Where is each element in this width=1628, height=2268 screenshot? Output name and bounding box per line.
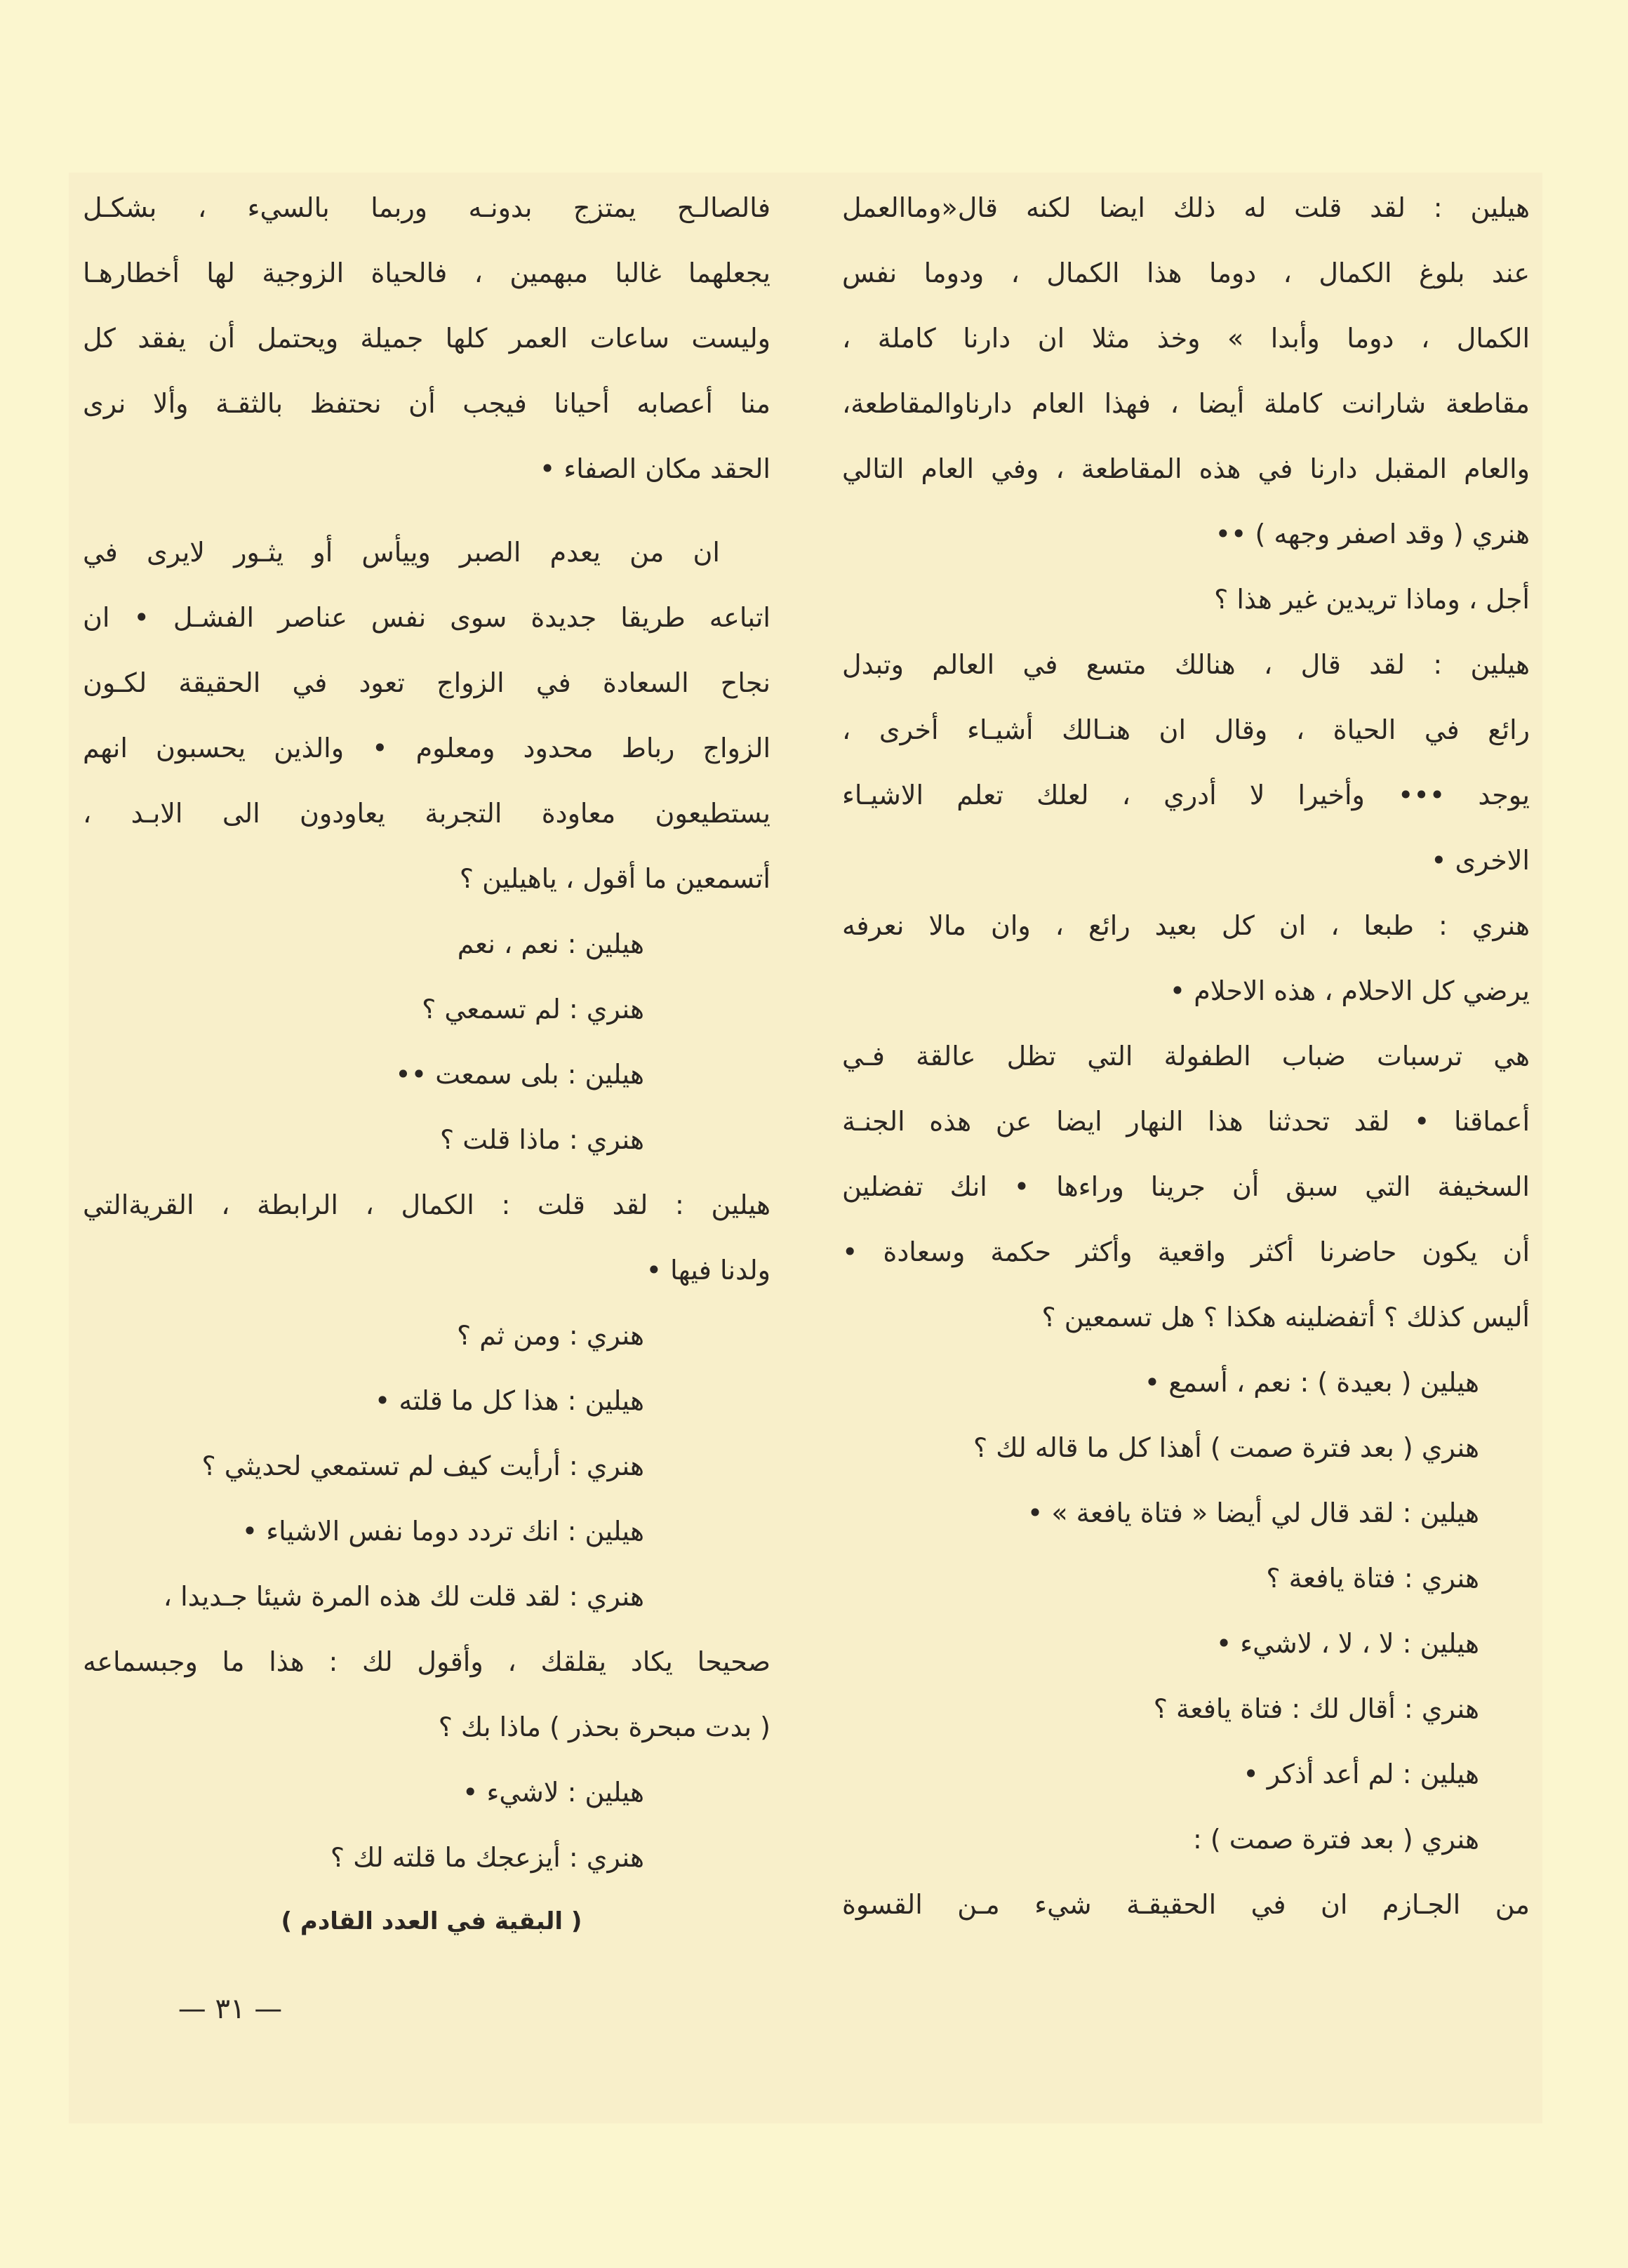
text-line: الزواج رباط محدود ومعلوم • والذين يحسبون انهم (83, 733, 770, 763)
text-line: هيلين : لقد قال ، هنالك متسع في العالم وتبدل (842, 649, 1530, 680)
text-line: والعام المقبل دارنا في هذه المقاطعة ، وفي العام التالي (842, 453, 1530, 484)
text-line: هيلين : هذا كل ما قلته • (374, 1385, 644, 1416)
text-line: مقاطعة شارانت كاملة أيضا ، فهذا العام دارناوالمقاطعة، (842, 388, 1530, 419)
text-line: ( بدت مبحرة بحذر ) ماذا بك ؟ (438, 1712, 770, 1742)
text-line: السخيفة التي سبق أن جرينا وراءها • انك تفضلين (842, 1171, 1530, 1202)
text-line: وليست ساعات العمر كلها جميلة ويحتمل أن يفقد كل (83, 323, 770, 354)
text-line: منا أعصابه أحيانا فيجب أن نحتفظ بالثقـة وألا نرى (83, 388, 770, 419)
text-line: هيلين : بلى سمعت •• (395, 1059, 644, 1090)
text-line: هيلين : انك تردد دوما نفس الاشياء • (241, 1516, 644, 1547)
text-line: هنري : لم تسمعي ؟ (422, 994, 644, 1025)
text-line: يجعلهما غالبا مبهمين ، فالحياة الزوجية لها أخطارهـا (83, 258, 770, 288)
text-line: من الجـازم ان في الحقيقـة شيء مـن القسوة (842, 1889, 1530, 1920)
text-line: هنري ( بعد فترة صمت ) أهذا كل ما قاله لك ؟ (973, 1432, 1479, 1463)
text-line: أجل ، وماذا تريدين غير هذا ؟ (1214, 584, 1530, 615)
text-line: يرضي كل الاحلام ، هذه الاحلام • (1169, 975, 1530, 1006)
text-line: يستطيعون معاودة التجربة يعاودون الى الابـد ، (83, 798, 770, 829)
text-line: الكمال ، دوما وأبدا » وخذ مثلا ان دارنا كاملة ، (842, 323, 1530, 354)
text-line: أن يكون حاضرنا أكثر واقعية وأكثر حكمة وسعادة • (842, 1236, 1530, 1267)
text-line: أعماقنا • لقد تحدثنا هذا النهار ايضا عن هذه الجنـة (842, 1106, 1530, 1137)
text-line: هنري : أرأيت كيف لم تستمعي لحديثي ؟ (201, 1450, 644, 1481)
text-line: هنري ( بعد فترة صمت ) : (1192, 1824, 1479, 1855)
text-line: الاخرى • (1431, 845, 1530, 876)
text-line: هيلين : لقد قال لي أيضا « فتاة يافعة » • (1027, 1497, 1479, 1528)
paragraph-gap (83, 502, 770, 520)
text-line: هنري ( وقد اصفر وجهه ) •• (1215, 519, 1530, 549)
text-line: هنري : فتاة يافعة ؟ (1266, 1563, 1479, 1594)
text-line: أتسمعين ما أقول ، ياهيلين ؟ (459, 863, 770, 894)
text-line: أليس كذلك ؟ أتفضلينه هكذا ؟ هل تسمعين ؟ (1041, 1302, 1530, 1333)
continued-note: ( البقية في العدد القادم ) (281, 1907, 582, 1935)
left-text-column (83, 175, 770, 1890)
text-line: هنري : ومن ثم ؟ (456, 1320, 644, 1351)
text-line: هي ترسبات ضباب الطفولة التي تظل عالقة فـي (842, 1041, 1530, 1072)
text-line: ان من يعدم الصبر وييأس أو يثـور لايرى في (83, 537, 720, 568)
text-line: ولدنا فيها • (646, 1255, 770, 1286)
page-number: — ٣١ — (178, 1993, 283, 2025)
text-line: هنري : أيزعجك ما قلته لك ؟ (330, 1842, 644, 1873)
text-line: صحيحا يكاد يقلقك ، وأقول لك : هذا ما وجبسماعه (83, 1646, 770, 1677)
text-line: رائع في الحياة ، وقال ان هنـالك أشيـاء أخرى ، (842, 714, 1530, 745)
text-line: هنري : طبعا ، ان كل بعيد رائع ، وان مالا نعرفه (842, 910, 1530, 941)
text-line: هنري : لقد قلت لك هذه المرة شيئا جـديدا ، (163, 1581, 644, 1612)
text-line: نجاح السعادة في الزواج تعود في الحقيقة لكـون (83, 667, 770, 698)
text-line: اتباعه طريقا جديدة سوى نفس عناصر الفشـل • ان (83, 602, 770, 633)
text-line: هيلين : لقد قلت له ذلك ايضا لكنه قال«وماالعمل (842, 192, 1530, 223)
text-line: هنري : ماذا قلت ؟ (440, 1124, 644, 1155)
text-line: هيلين ( بعيدة ) : نعم ، أسمع • (1144, 1367, 1479, 1398)
text-line: هيلين : لقد قلت : الكمال ، الرابطة ، القريةالتي (83, 1189, 770, 1220)
text-line: هيلين : نعم ، نعم (457, 928, 644, 959)
text-line: الحقد مكان الصفاء • (539, 453, 770, 484)
text-line: فالصالـح يمتزج بدونـه وربما بالسيء ، بشكـل (83, 192, 770, 223)
text-line: هيلين : لم أعد أذكر • (1243, 1759, 1479, 1789)
right-text-column (842, 175, 1530, 1937)
text-line: هنري : أقال لك : فتاة يافعة ؟ (1153, 1693, 1479, 1724)
text-line: عند بلوغ الكمال ، دوما هذا الكمال ، ودوما نفس (842, 258, 1530, 288)
text-line: يوجد ••• وأخيرا لا أدري ، لعلك تعلم الاشيـاء (842, 780, 1530, 811)
text-line: هيلين : لا ، لا ، لاشيء • (1215, 1628, 1479, 1659)
text-line: هيلين : لاشيء • (462, 1777, 644, 1808)
